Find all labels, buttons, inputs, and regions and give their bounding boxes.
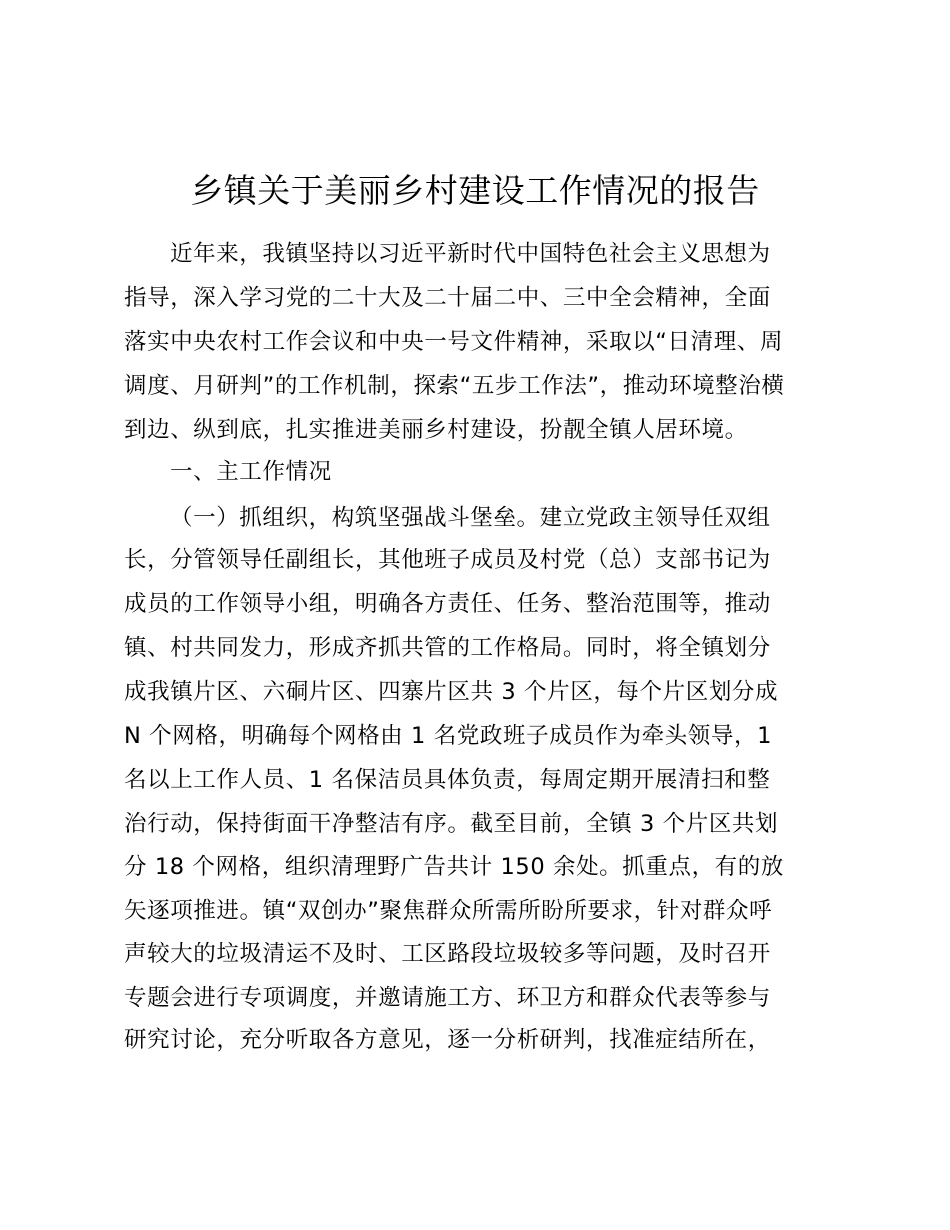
paragraph-line: 专题会进行专项调度，并邀请施工方、环卫方和群众代表等参与	[124, 985, 771, 1011]
paragraph-line: 分 18 个网格，组织清理野广告共计 150 余处。抓重点，有的放	[124, 854, 784, 880]
paragraph-line: 成员的工作领导小组，明确各方责任、任务、整治范围等，推动	[124, 591, 771, 617]
paragraph-line: 名以上工作人员、1 名保洁员具体负责，每周定期开展清扫和整	[124, 767, 771, 793]
paragraph-line: （一）抓组织，构筑坚强战斗堡垒。建立党政主领导任双组	[170, 505, 771, 531]
paragraph-line: 镇、村共同发力，形成齐抓共管的工作格局。同时，将全镇划分	[124, 635, 771, 661]
paragraph-line: 到边、纵到底，扎实推进美丽乡村建设，扮靓全镇人居环境。	[124, 417, 748, 443]
paragraph-line: 矢逐项推进。镇“双创办”聚焦群众所需所盼所要求，针对群众呼	[124, 898, 773, 924]
paragraph-line: 长，分管领导任副组长，其他班子成员及村党（总）支部书记为	[124, 547, 771, 573]
paragraph-line: 调度、月研判”的工作机制，探索“五步工作法”，推动环境整治横	[124, 373, 785, 399]
paragraph-line: 治行动，保持街面干净整洁有序。截至目前，全镇 3 个片区共划	[124, 811, 779, 837]
section-heading: 一、主工作情况	[170, 459, 332, 485]
paragraph-line: N 个网格，明确每个网格由 1 名党政班子成员作为牵头领导，1	[124, 723, 773, 749]
document-title: 乡镇关于美丽乡村建设工作情况的报告	[190, 171, 760, 210]
paragraph-line: 研究讨论，充分听取各方意见，逐一分析研判，找准症结所在，	[124, 1027, 771, 1053]
paragraph-line: 成我镇片区、六硐片区、四寨片区共 3 个片区，每个片区划分成	[124, 679, 779, 705]
paragraph-line: 落实中央农村工作会议和中央一号文件精神，采取以“日清理、周	[124, 329, 784, 355]
paragraph-line: 近年来，我镇坚持以习近平新时代中国特色社会主义思想为	[170, 241, 771, 267]
paragraph-line: 声较大的垃圾清运不及时、工区路段垃圾较多等问题，及时召开	[124, 941, 771, 967]
paragraph-line: 指导，深入学习党的二十大及二十届二中、三中全会精神，全面	[124, 285, 771, 311]
